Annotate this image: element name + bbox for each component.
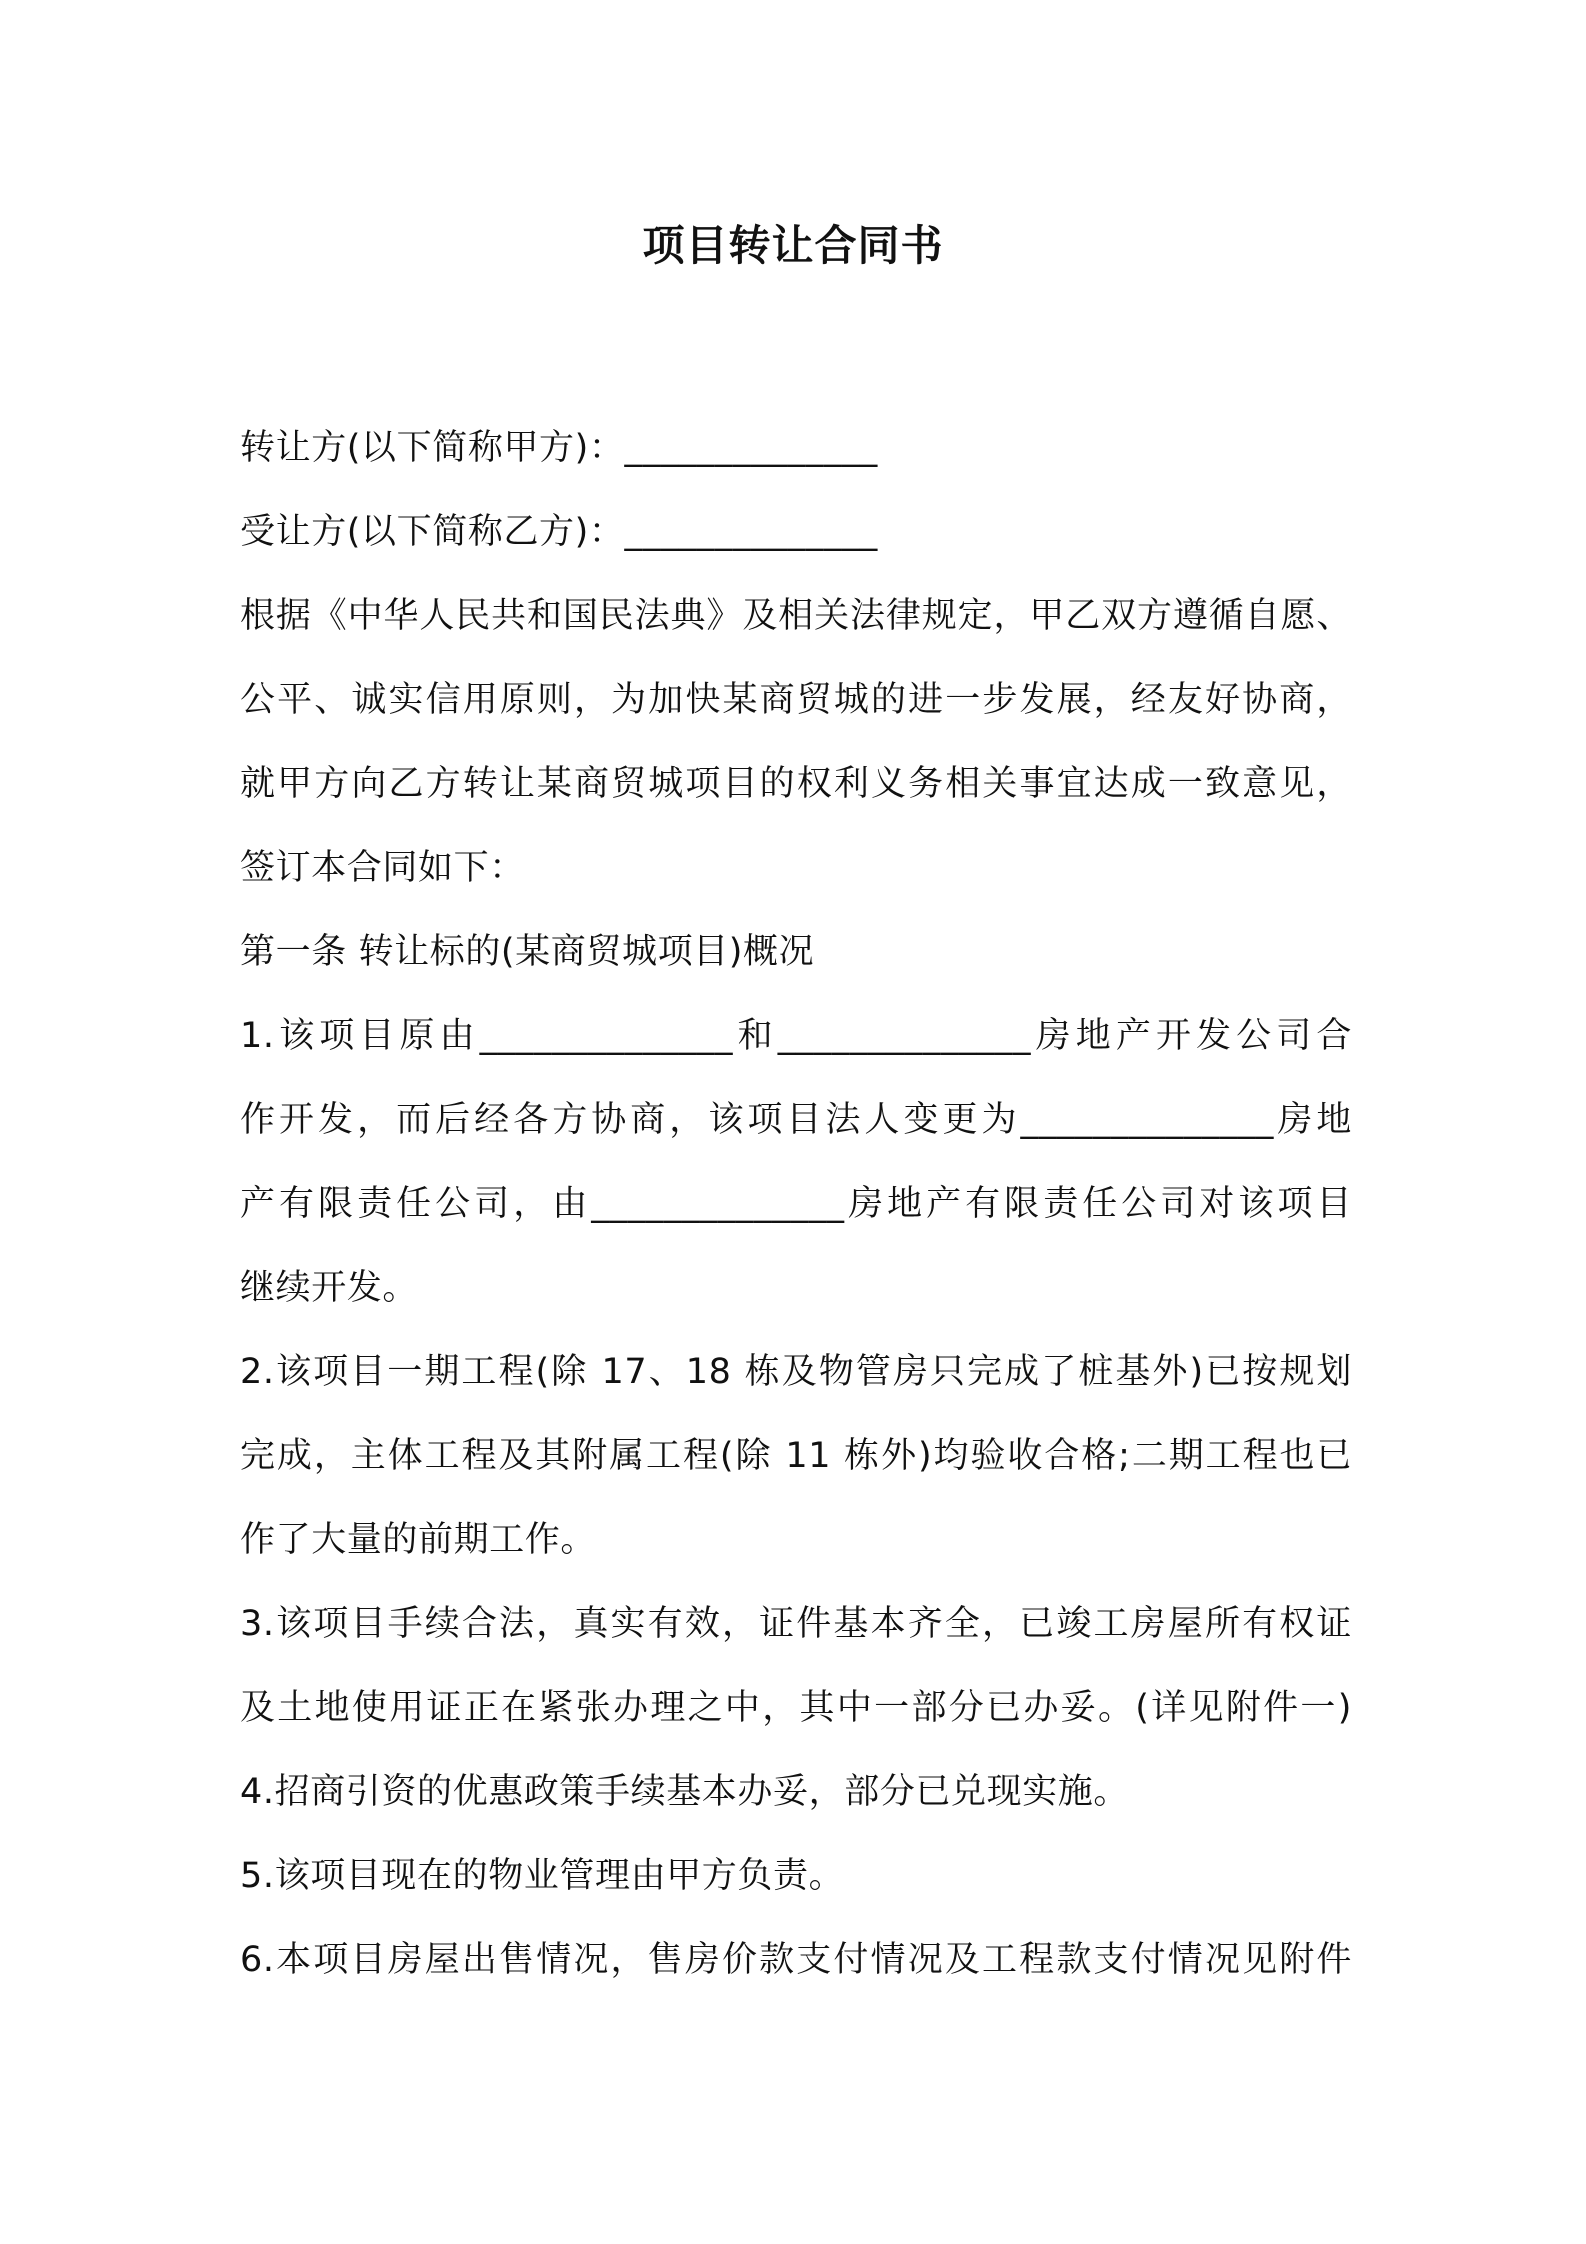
paragraph-line: 完成，主体工程及其附属工程(除 11 栋外)均验收合格;二期工程也已: [240, 1436, 1352, 1476]
article-heading: 第一条 转让标的(某商贸城项目)概况: [240, 932, 815, 972]
paragraph-line: 2.该项目一期工程(除 17、18 栋及物管房只完成了桩基外)已按规划: [240, 1352, 1352, 1392]
paragraph-line: 签订本合同如下：: [240, 848, 525, 888]
paragraph-line: 5.该项目现在的物业管理由甲方负责。: [240, 1856, 845, 1896]
paragraph-line: 作开发，而后经各方协商，该项目法人变更为______________房地: [240, 1100, 1352, 1140]
paragraph-line: 产有限责任公司，由______________房地产有限责任公司对该项目: [240, 1184, 1352, 1224]
paragraph-line: 3.该项目手续合法，真实有效，证件基本齐全，已竣工房屋所有权证: [240, 1604, 1352, 1644]
paragraph-line: 就甲方向乙方转让某商贸城项目的权利义务相关事宜达成一致意见，: [240, 764, 1352, 804]
paragraph-line: 1.该项目原由______________和______________房地产开发公司合: [240, 1016, 1352, 1056]
paragraph-line: 4.招商引资的优惠政策手续基本办妥，部分已兑现实施。: [240, 1772, 1129, 1812]
paragraph-line: 6.本项目房屋出售情况，售房价款支付情况及工程款支付情况见附件: [240, 1940, 1352, 1980]
document-body: [240, 406, 1352, 2002]
line-transferor: 转让方(以下简称甲方)：______________: [240, 428, 878, 468]
paragraph-line: 及土地使用证正在紧张办理之中，其中一部分已办妥。(详见附件一): [240, 1688, 1352, 1728]
paragraph-line: 根据《中华人民共和国民法典》及相关法律规定，甲乙双方遵循自愿、: [240, 596, 1352, 636]
paragraph-line: 公平、诚实信用原则，为加快某商贸城的进一步发展，经友好协商，: [240, 680, 1352, 720]
document-title: 项目转让合同书: [642, 221, 944, 270]
paragraph-line: 作了大量的前期工作。: [240, 1520, 597, 1560]
paragraph-line: 继续开发。: [240, 1268, 419, 1308]
line-transferee: 受让方(以下简称乙方)：______________: [240, 512, 878, 552]
